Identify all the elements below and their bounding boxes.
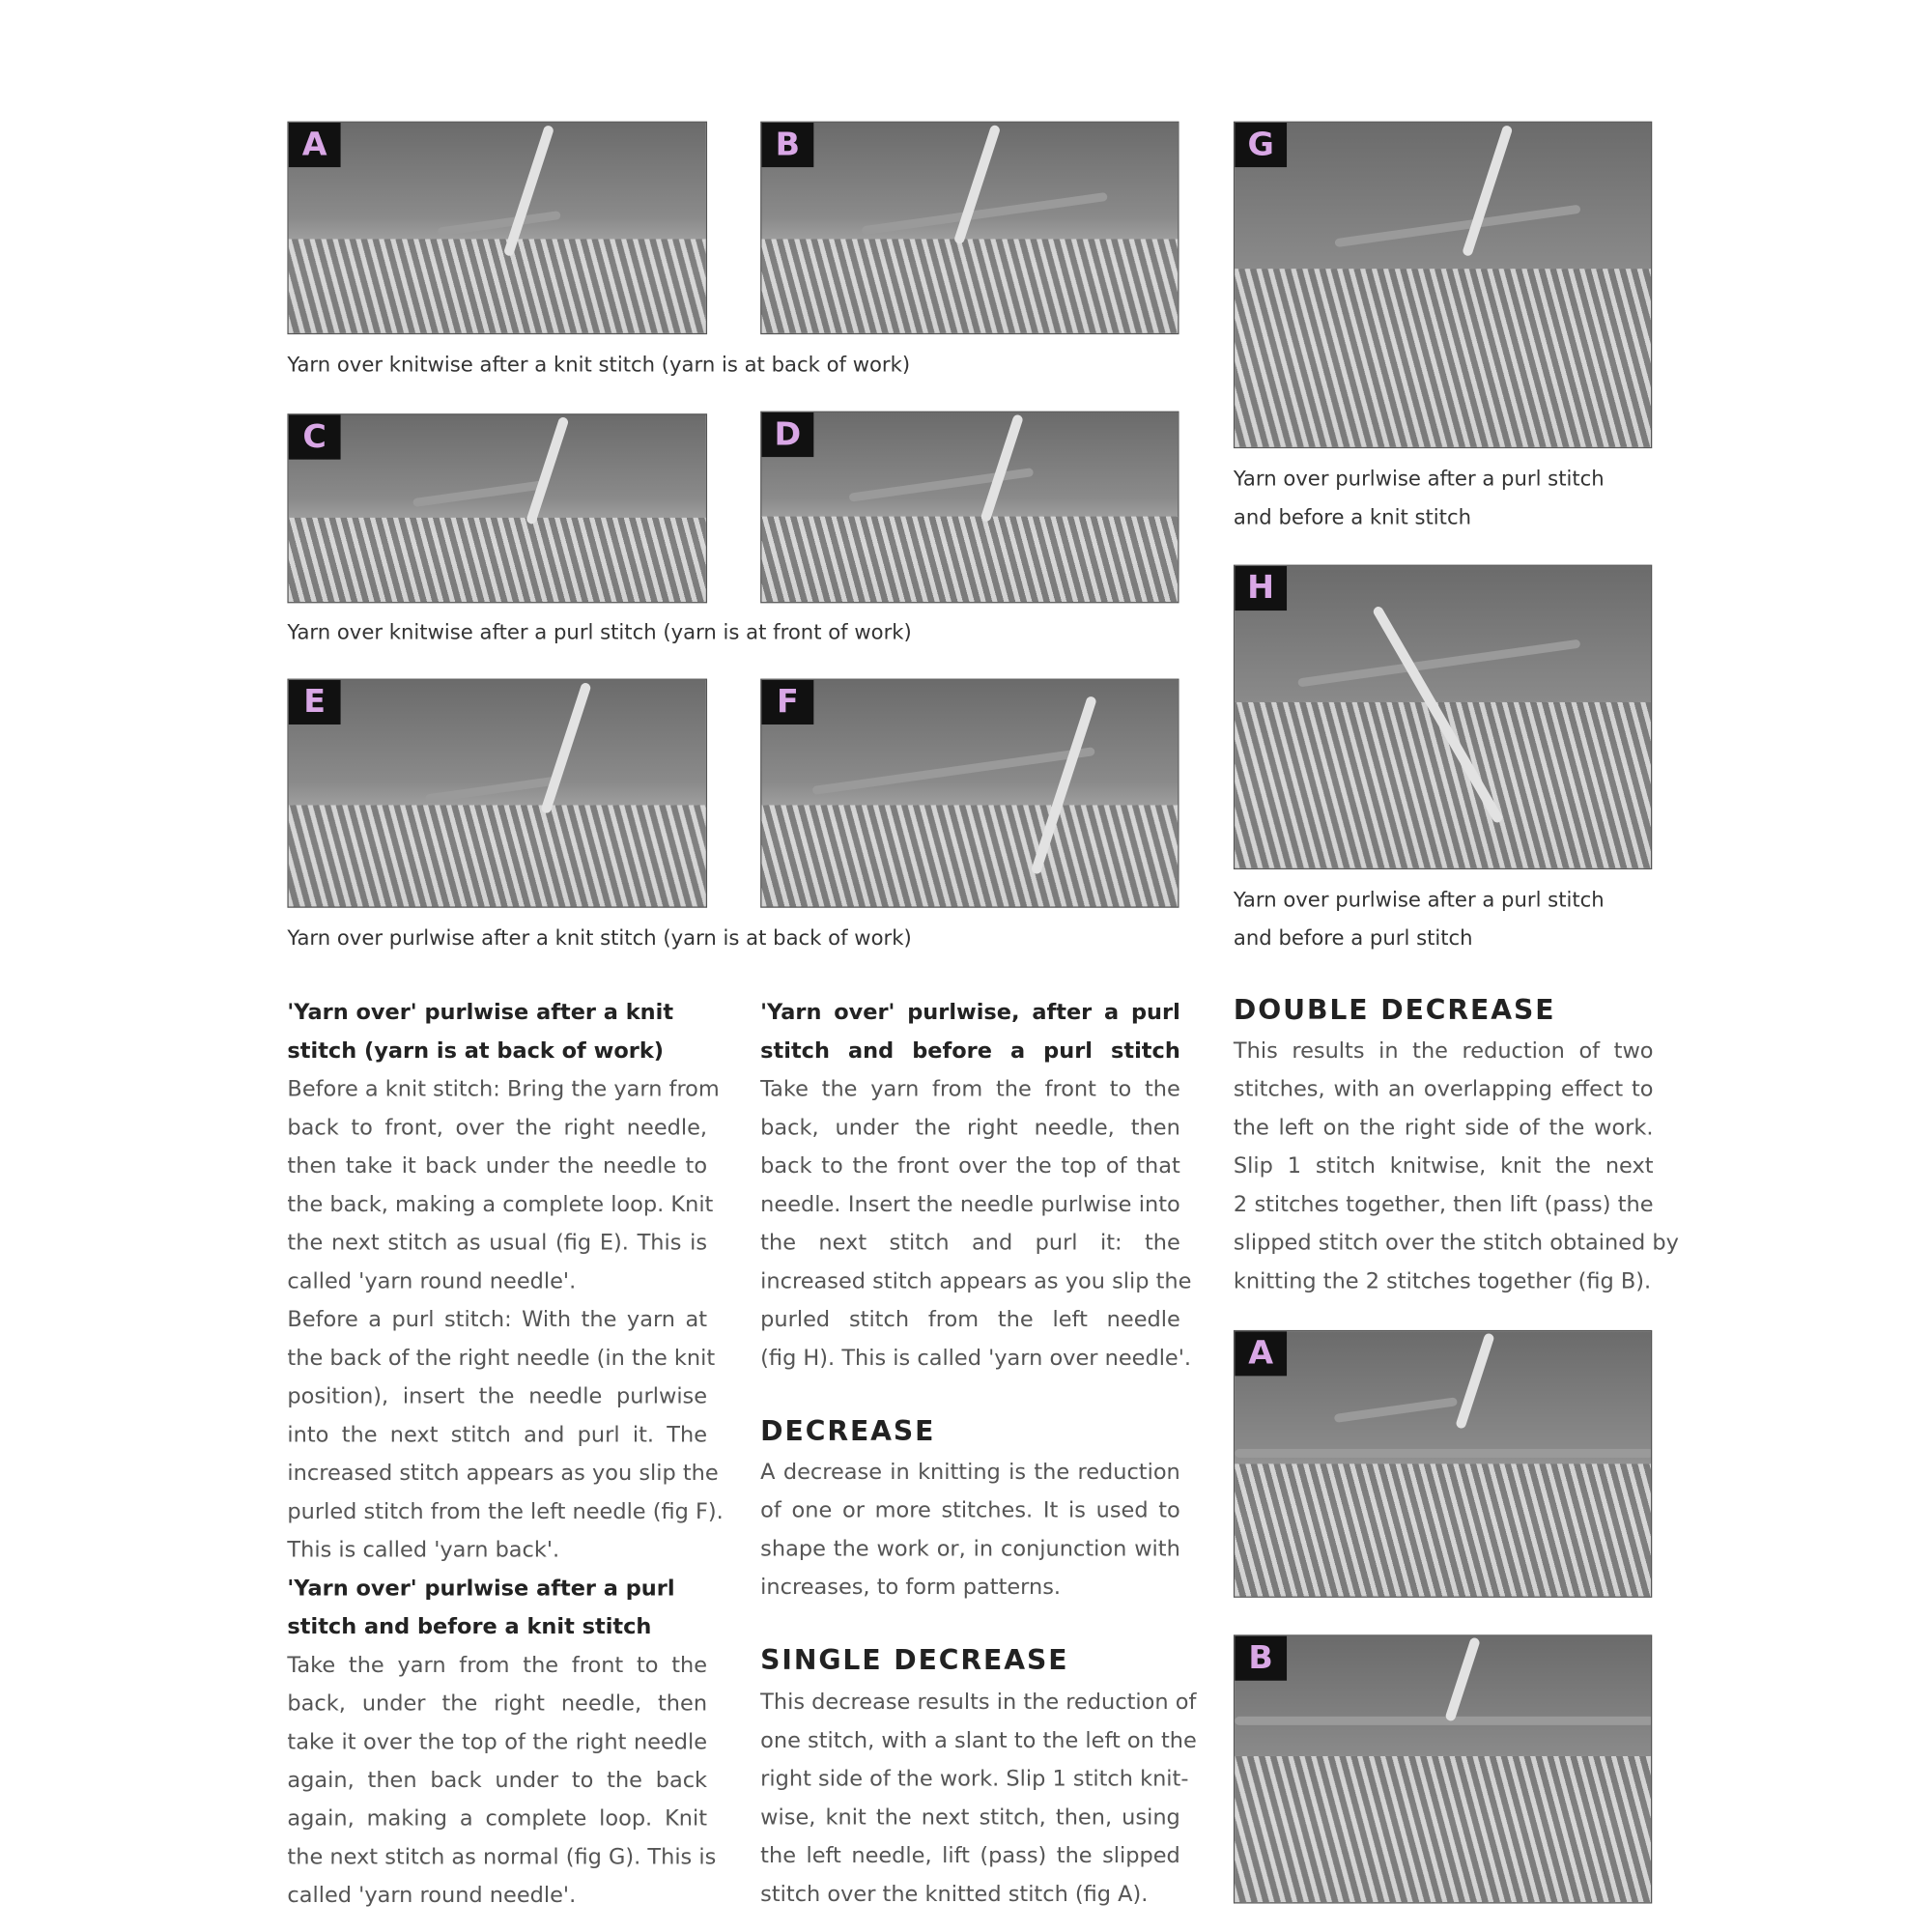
figure-label: D	[761, 412, 813, 457]
caption-cd: Yarn over knitwise after a purl stitch (yarn is at front of work)	[287, 620, 912, 644]
text-line: This results in the reduction of two	[1233, 1038, 1654, 1065]
text-line: 2 stitches together, then lift (pass) the	[1233, 1192, 1654, 1218]
figure-label: B	[761, 123, 813, 167]
text-line: (fig H). This is called 'yarn over needle'.	[760, 1346, 1192, 1372]
text-line: Take the yarn from the front to the	[760, 1077, 1180, 1103]
text-line: increased stitch appears as you slip the	[760, 1269, 1192, 1294]
decrease-heading: DECREASE	[760, 1416, 936, 1448]
text-line: the next stitch as usual (fig E). This is	[287, 1231, 708, 1256]
text-line: Take the yarn from the front to the	[287, 1653, 708, 1679]
caption-ef: Yarn over purlwise after a knit stitch (yarn is at back of work)	[287, 925, 912, 951]
text-line: purled stitch from the left needle	[760, 1307, 1180, 1333]
text-line: stitch over the knitted stitch (fig A).	[760, 1882, 1149, 1908]
caption-h-line1: Yarn over purlwise after a purl stitch	[1233, 888, 1605, 912]
text-line: purled stitch from the left needle (fig F).	[287, 1499, 724, 1525]
text-line: the left needle, lift (pass) the slipped	[760, 1843, 1180, 1869]
text-line: Before a purl stitch: With the yarn at	[287, 1307, 708, 1333]
caption-ab: Yarn over knitwise after a knit stitch (yarn is at back of work)	[287, 353, 911, 377]
text-line: back, under the right needle, then	[287, 1691, 708, 1717]
subheading-line: stitch and before a purl stitch	[760, 1038, 1180, 1065]
figure-label: G	[1235, 123, 1287, 167]
text-line: called 'yarn round needle'.	[287, 1269, 577, 1294]
text-line: wise, knit the next stitch, then, using	[760, 1805, 1180, 1831]
caption-g-line2: and before a knit stitch	[1233, 505, 1472, 529]
text-line: back to front, over the right needle,	[287, 1116, 708, 1141]
figure-a	[287, 122, 707, 335]
text-line: position), insert the needle purlwise	[287, 1384, 708, 1409]
subheading-line: 'Yarn over' purlwise after a purl	[287, 1577, 675, 1602]
figure-label: F	[761, 680, 813, 724]
figure-label: C	[289, 414, 341, 459]
decrease-text	[760, 1454, 1180, 1607]
text-line: called 'yarn round needle'.	[287, 1883, 577, 1909]
text-line: knitting the 2 stitches together (fig B).	[1233, 1269, 1652, 1294]
text-line: the left on the right side of the work.	[1233, 1116, 1654, 1141]
single-decrease-heading: SINGLE DECREASE	[760, 1645, 1069, 1677]
text-line: the next stitch and purl it: the	[760, 1231, 1180, 1256]
double-decrease-heading: DOUBLE DECREASE	[1233, 995, 1556, 1027]
subheading-line: 'Yarn over' purlwise after a knit	[287, 1000, 674, 1026]
text-line: again, then back under to the back	[287, 1768, 708, 1794]
text-line: into the next stitch and purl it. The	[287, 1423, 708, 1448]
figure-label: A	[289, 123, 341, 167]
caption-g-line1: Yarn over purlwise after a purl stitch	[1233, 467, 1605, 491]
figure-g	[1234, 122, 1652, 448]
text-line: back, under the right needle, then	[760, 1116, 1180, 1141]
text-line: increased stitch appears as you slip the	[287, 1461, 719, 1487]
figure-b	[760, 122, 1179, 335]
text-line: of one or more stitches. It is used to	[760, 1498, 1180, 1523]
text-line: Before a knit stitch: Bring the yarn from	[287, 1077, 720, 1103]
text-line: This is called 'yarn back'.	[287, 1538, 560, 1563]
text-line: take it over the top of the right needle	[287, 1730, 708, 1755]
figure-double-decrease-b	[1234, 1634, 1652, 1903]
figure-label: E	[289, 680, 341, 724]
text-line: stitches, with an overlapping effect to	[1233, 1077, 1654, 1103]
figure-c	[287, 413, 707, 603]
text-line: the back, making a complete loop. Knit	[287, 1192, 714, 1218]
text-line: Slip 1 stitch knitwise, knit the next	[1233, 1153, 1654, 1179]
figure-label: B	[1235, 1636, 1287, 1681]
text-line: needle. Insert the needle purlwise into	[760, 1192, 1180, 1218]
text-line: A decrease in knitting is the reduction	[760, 1460, 1180, 1486]
subheading-line: stitch (yarn is at back of work)	[287, 1038, 665, 1065]
text-line: one stitch, with a slant to the left on the	[760, 1728, 1197, 1754]
text-line: again, making a complete loop. Knit	[287, 1806, 708, 1833]
text-line: right side of the work. Slip 1 stitch knit-	[760, 1767, 1189, 1793]
subheading-line: 'Yarn over' purlwise, after a purl	[760, 1000, 1180, 1026]
yarn-over-text-column-2	[760, 994, 1192, 1378]
double-decrease-text	[1233, 1033, 1679, 1301]
single-decrease-text	[760, 1685, 1197, 1915]
figure-label: H	[1235, 566, 1287, 611]
figure-h	[1234, 565, 1652, 869]
figure-f	[760, 679, 1179, 908]
figure-e	[287, 679, 707, 908]
figure-single-decrease-a	[1234, 1330, 1652, 1598]
text-line: back to the front over the top of that	[760, 1153, 1180, 1179]
text-line: the back of the right needle (in the knit	[287, 1346, 716, 1372]
subheading-line: stitch and before a knit stitch	[287, 1614, 652, 1640]
figure-label: A	[1235, 1331, 1287, 1376]
figure-d	[760, 412, 1179, 604]
text-line: then take it back under the needle to	[287, 1153, 708, 1179]
text-line: shape the work or, in conjunction with	[760, 1537, 1180, 1562]
yarn-over-text-column-1	[287, 994, 724, 1916]
text-line: the next stitch as normal (fig G). This is	[287, 1845, 717, 1870]
text-line: This decrease results in the reduction of	[760, 1690, 1197, 1716]
caption-h-line2: and before a purl stitch	[1233, 925, 1473, 951]
text-line: slipped stitch over the stitch obtained by	[1233, 1231, 1679, 1256]
text-line: increases, to form patterns.	[760, 1575, 1062, 1601]
